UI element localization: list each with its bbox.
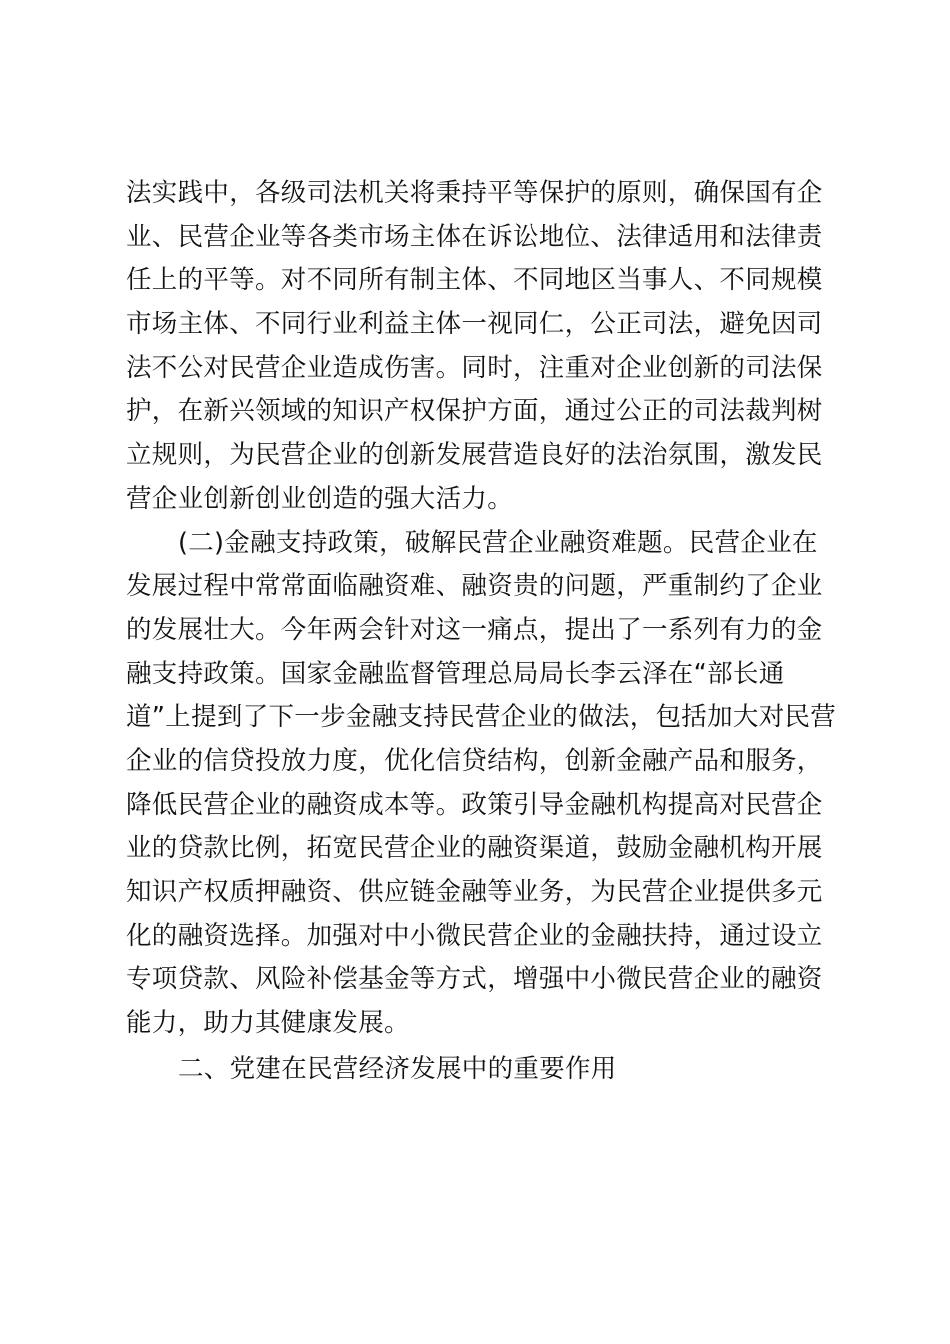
- text-line: (二)金融支持政策，破解民营企业融资难题。民营企业在: [178, 527, 818, 558]
- text-line: 降低民营企业的融资成本等。政策引导金融机构提高对民营企: [126, 789, 823, 820]
- text-line: 业的贷款比例，拓宽民营企业的融资渠道，鼓励金融机构开展: [126, 833, 823, 864]
- paragraph-judicial-protection: [126, 172, 826, 522]
- text-line: 任上的平等。对不同所有制主体、不同地区当事人、不同规模: [126, 265, 823, 296]
- text-line: 化的融资选择。加强对中小微民营企业的金融扶持，通过设立: [126, 920, 823, 951]
- text-line: 市场主体、不同行业利益主体一视同仁，公正司法，避免因司: [126, 309, 823, 340]
- text-line: 业、民营企业等各类市场主体在诉讼地位、法律适用和法律责: [126, 221, 823, 252]
- text-line: 法不公对民营企业造成伤害。同时，注重对企业创新的司法保: [126, 352, 823, 383]
- document-page: [126, 172, 837, 1091]
- text-line: 营企业创新创业创造的强大活力。: [126, 483, 514, 514]
- heading-line: 二、党建在民营经济发展中的重要作用: [178, 1053, 617, 1084]
- text-line: 道”上提到了下一步金融支持民营企业的做法，包括加大对民营: [126, 702, 837, 733]
- text-line: 企业的信贷投放力度，优化信贷结构，创新金融产品和服务，: [126, 745, 823, 776]
- text-line: 的发展壮大。今年两会针对这一痛点，提出了一系列有力的金: [126, 614, 823, 645]
- section-heading: [126, 1048, 826, 1092]
- text-line: 发展过程中常常面临融资难、融资贵的问题，严重制约了企业: [126, 571, 823, 602]
- text-line: 能力，助力其健康发展。: [126, 1008, 410, 1039]
- text-line: 专项贷款、风险补偿基金等方式，增强中小微民营企业的融资: [126, 964, 823, 995]
- text-line: 知识产权质押融资、供应链金融等业务，为民营企业提供多元: [126, 877, 823, 907]
- text-line: 护，在新兴领域的知识产权保护方面，通过公正的司法裁判树: [126, 396, 823, 427]
- text-line: 立规则，为民营企业的创新发展营造良好的法治氛围，激发民: [126, 440, 823, 471]
- text-line: 法实践中，各级司法机关将秉持平等保护的原则，确保国有企: [126, 178, 823, 208]
- paragraph-financial-support: [126, 522, 837, 1046]
- text-line: 融支持政策。国家金融监督管理总局局长李云泽在“部长通: [126, 658, 785, 689]
